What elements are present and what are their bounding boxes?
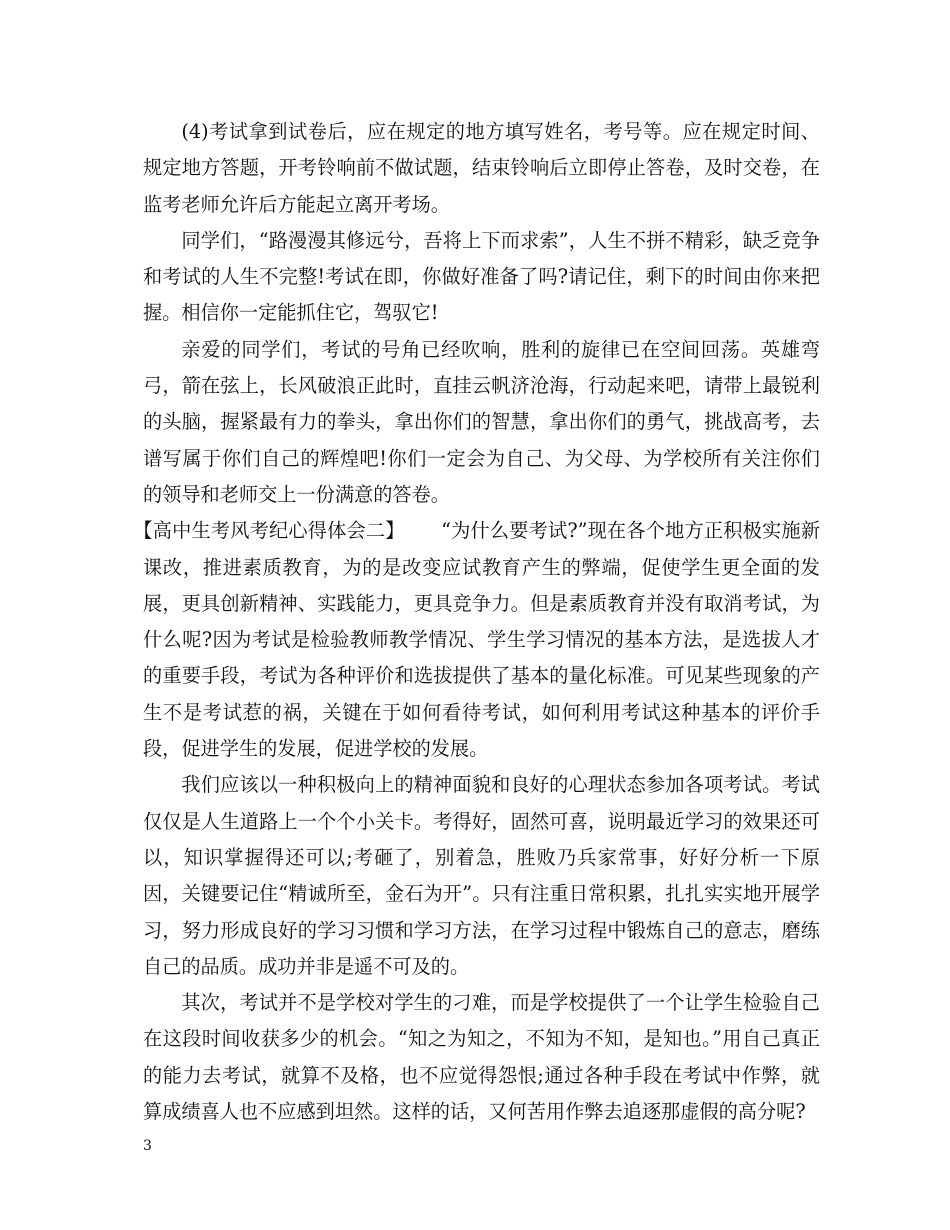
paragraph-call-to-action: 亲爱的同学们，考试的号角已经吹响，胜利的旋律已在空间回荡。英雄弯弓，箭在弦上，长风破浪正此时，直挂云帆济沧海，行动起来吧，请带上最锐利的头脑，握紧最有力的拳头，拿出你们的智慧，拿出你们的勇气，挑战高考，去谱写属于你们自己的辉煌吧!你们一定会为自己、为父母、为学校所有关注你们的领导和老师交上一份满意的答卷。: [143, 337, 820, 506]
section-two: [133, 513, 821, 767]
paragraph-attitude: 我们应该以一种积极向上的精神面貌和良好的心理状态参加各项考试。考试仅仅是人生道路上一个个小关卡。考得好，固然可喜，说明最近学习的效果还可以，知识掌握得还可以;考砸了，别着急，胜败乃兵家常事，好好分析一下原因，关键要记住“精诚所至，金石为开”。只有注重日常积累，扎扎实实地开展学习，努力形成良好的学习习惯和学习方法，在学习过程中锻炼自己的意志，磨练自己的品质。成功并非是遥不可及的。: [143, 773, 820, 978]
paragraph-exam-rules: (4)考试拿到试卷后，应在规定的地方填写姓名，考号等。应在规定时间、规定地方答题，开考铃响前不做试题，结束铃响后立即停止答卷，及时交卷，在监考老师允许后方能起立离开考场。: [143, 120, 820, 216]
paragraph-classmates: 同学们，“路漫漫其修远兮，吾将上下而求索”，人生不拼不精彩，缺乏竞争和考试的人生不完整!考试在即，你做好准备了吗?请记住，剩下的时间由你来把握。相信你一定能抓住它，驾驭它!: [143, 228, 820, 325]
page-number: 3: [143, 1138, 152, 1154]
document-body: [133, 114, 821, 1130]
section-intro-text: “为什么要考试?”现在各个地方正积极实施新课改，推进素质教育，为的是改变应试教育产生的弊端，促使学生更全面的发展，更具创新精神、实践能力，更具竞争力。但是素质教育并没有取消考试，为什么呢?因为考试是检验教师教学情况、学生学习情况的基本方法，是选拔人才的重要手段，考试为各种评价和选拔提供了基本的量化标准。可见某些现象的产生不是考试惹的祸，关键在于如何看待考试，如何利用考试这种基本的评价手段，促进学生的发展，促进学校的发展。: [143, 519, 821, 761]
paragraph-honesty: 其次，考试并不是学校对学生的刁难，而是学校提供了一个让学生检验自己在这段时间收获多少的机会。“知之为知之，不知为不知，是知也。”用自己真正的能力去考试，就算不及格，也不应觉得怨恨;通过各种手段在考试中作弊，就算成绩喜人也不应感到坦然。这样的话，又何苦用作弊去追逐那虚假的高分呢?: [143, 991, 820, 1124]
section-heading: 【高中生考风考纪心得体会二】: [133, 519, 405, 543]
